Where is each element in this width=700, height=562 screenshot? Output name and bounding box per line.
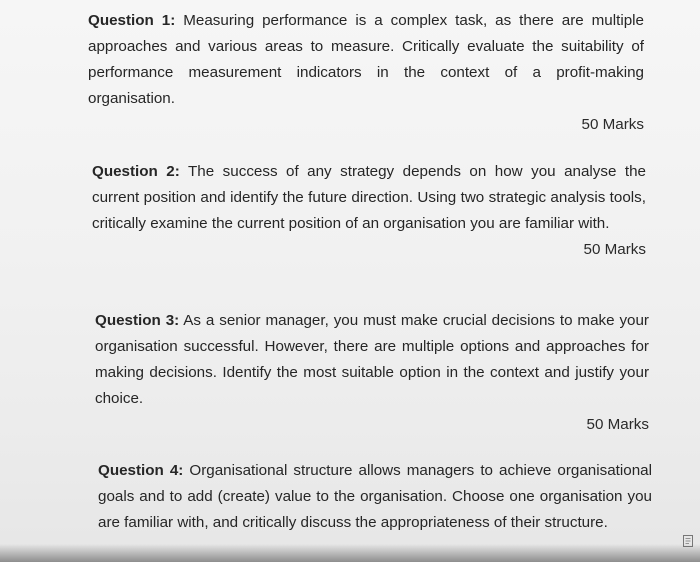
- question-2-text: The success of any strategy depends on how you analyse the current position and identify the future direction. Using two strategic analysis tools, critically examine the current position of an organisation you are familiar with.: [92, 163, 647, 232]
- question-1-marks: 50 Marks: [581, 116, 644, 133]
- question-1-body: [88, 8, 644, 112]
- question-4: [98, 458, 652, 536]
- question-3-label: Question 3:: [95, 312, 180, 329]
- question-3-text: As a senior manager, you must make crucial decisions to make your organisation successful. However, there are multiple options and approaches for making decisions. Identify the most suitable option in the context and justify your choice.: [95, 312, 649, 407]
- question-3-body: [95, 308, 649, 412]
- question-1-text: Measuring performance is a complex task, as there are multiple approaches and various areas to measure. Critically evaluate the suitability of performance measurement indicators in the context of a profit-making organisation.: [88, 12, 644, 107]
- question-1: [88, 8, 644, 138]
- question-4-body: [98, 458, 652, 536]
- page-shadow: [0, 544, 700, 562]
- question-2-marks: 50 Marks: [583, 241, 646, 258]
- question-4-label: Question 4:: [98, 462, 184, 479]
- question-2: [92, 159, 646, 263]
- question-3-marks: 50 Marks: [586, 416, 649, 433]
- question-4-text: Organisational structure allows managers to achieve organisational goals and to add (create) value to the organisation. Choose one organisation you are familiar with, and critically discuss the appropriateness of their structure.: [98, 462, 652, 531]
- question-2-body: [92, 159, 646, 237]
- question-1-label: Question 1:: [88, 12, 176, 29]
- question-2-label: Question 2:: [92, 163, 180, 180]
- question-3: [95, 308, 649, 438]
